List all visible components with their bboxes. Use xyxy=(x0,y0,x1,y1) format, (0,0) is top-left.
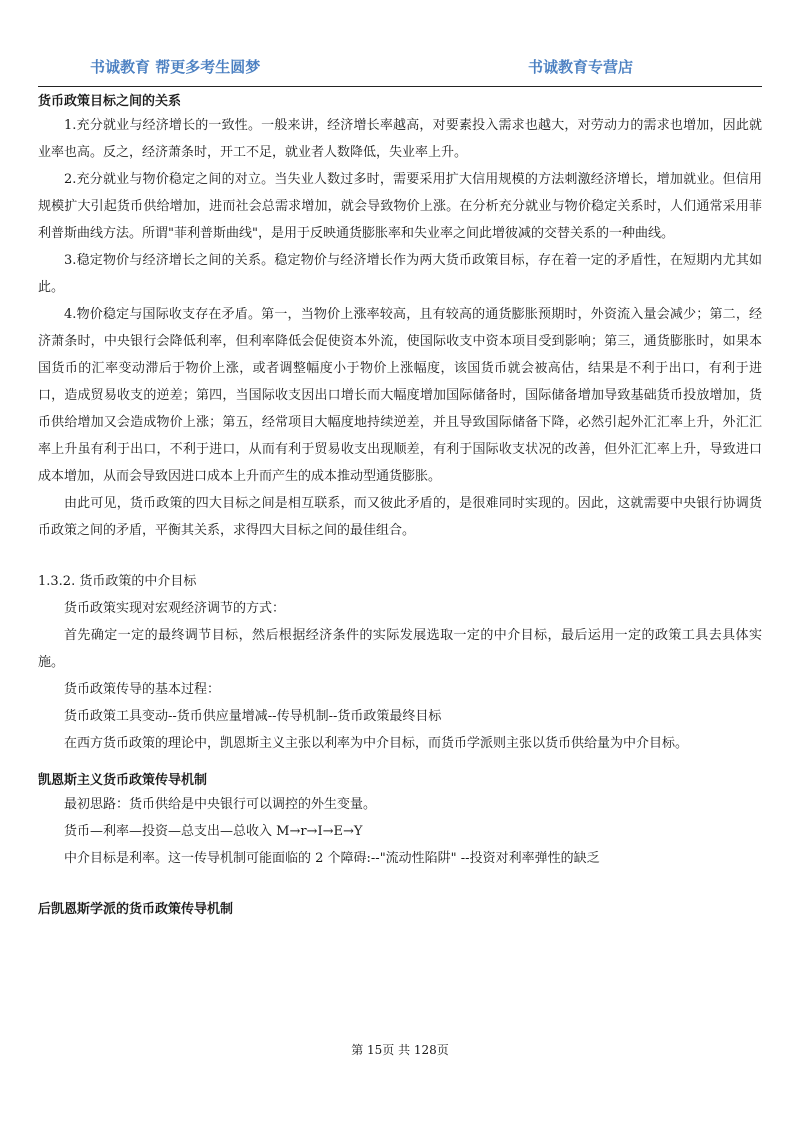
document-body xyxy=(38,92,762,920)
paragraph: 4.物价稳定与国际收支存在矛盾。第一，当物价上涨率较高，且有较高的通货膨胀预期时，外资流入量会减少；第二，经济萧条时，中央银行会降低利率，但利率降低会促使资本外流，使国际收支中资本项目受到影响；第三，通货膨胀时，如果本国货币的汇率变动滞后于物价上涨，或者调整幅度小于物价上涨幅度，该国货币就会被高估，结果是不利于出口，有利于进口，造成贸易收支的逆差；第四，当国际收支因出口增长而大幅度增加国际储备时，国际储备增加导致基础货币投放增加，货币供给增加又会造成物价上涨；第五，经常项目大幅度地持续逆差，并且导致国际储备下降，必然引起外汇汇率上升，外汇汇率上升虽有利于出口，不利于进口，从而有利于贸易收支出现顺差，有利于国际收支状况的改善，但外汇汇率上升，导致进口成本增加，从而会导致因进口成本上升而产生的成本推动型通货膨胀。 xyxy=(38,307,762,484)
paragraph: 货币政策实现对宏观经济调节的方式： xyxy=(64,601,286,616)
section-heading: 货币政策目标之间的关系 xyxy=(38,94,182,109)
section-heading: 凯恩斯主义货币政策传导机制 xyxy=(38,773,208,788)
paragraph: 中介目标是利率。这一传导机制可能面临的 2 个障碍:--"流动性陷阱" --投资对利率弹性的缺乏 xyxy=(64,851,600,866)
paragraph: 最初思路：货币供给是中央银行可以调控的外生变量。 xyxy=(64,797,377,812)
paragraph: 首先确定一定的最终调节目标，然后根据经济条件的实际发展选取一定的中介目标，最后运用一定的政策工具去具体实施。 xyxy=(38,628,762,670)
paragraph: 2.充分就业与物价稳定之间的对立。当失业人数过多时，需要采用扩大信用规模的方法刺激经济增长，增加就业。但信用规模扩大引起货币供给增加，进而社会总需求增加，就会导致物价上涨。在分析充分就业与物价稳定关系时，人们通常采用菲利普斯曲线方法。所谓"菲利普斯曲线"，是用于反映通货膨胀率和失业率之间此增彼减的交替关系的一种曲线。 xyxy=(38,172,762,241)
paragraph: 在西方货币政策的理论中，凯恩斯主义主张以利率为中介目标，而货币学派则主张以货币供给量为中介目标。 xyxy=(64,736,689,751)
paragraph: 1.充分就业与经济增长的一致性。一般来讲，经济增长率越高，对要素投入需求也越大，对劳动力的需求也增加，因此就业率也高。反之，经济萧条时，开工不足，就业者人数降低，失业率上升。 xyxy=(38,118,762,160)
section-heading: 后凯恩斯学派的货币政策传导机制 xyxy=(38,902,234,917)
header-divider xyxy=(38,86,762,87)
paragraph: 由此可见，货币政策的四大目标之间是相互联系，而又彼此矛盾的，是很难同时实现的。因此，这就需要中央银行协调货币政策之间的矛盾，平衡其关系，求得四大目标之间的最佳组合。 xyxy=(38,496,762,538)
header-left-text: 书诚教育 帮更多考生圆梦 xyxy=(90,58,261,76)
paragraph: 3.稳定物价与经济增长之间的关系。稳定物价与经济增长作为两大货币政策目标，存在着一定的矛盾性，在短期内尤其如此。 xyxy=(38,253,762,295)
paragraph: 货币政策传导的基本过程： xyxy=(64,682,221,697)
header-right-text: 书诚教育专营店 xyxy=(528,58,634,76)
page-header xyxy=(0,56,800,82)
paragraph: 货币政策工具变动--货币供应量增减--传导机制--货币政策最终目标 xyxy=(64,709,442,724)
page-number: 第 15页 共 128页 xyxy=(351,1043,449,1057)
paragraph: 货币—利率—投资—总支出—总收入 M→r→I→E→Y xyxy=(64,824,363,839)
subsection-heading: 1.3.2. 货币政策的中介目标 xyxy=(38,574,197,589)
